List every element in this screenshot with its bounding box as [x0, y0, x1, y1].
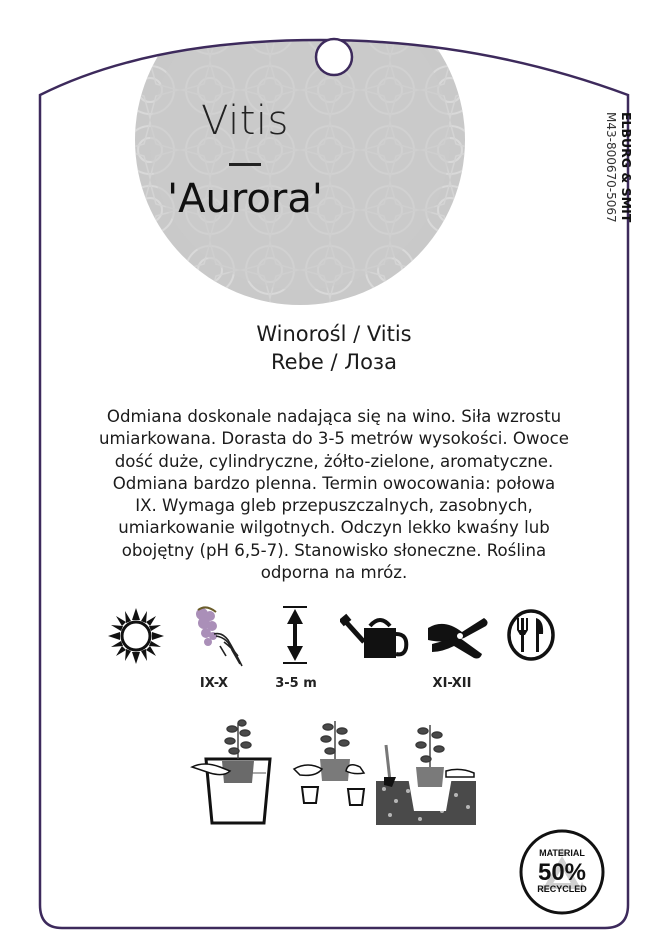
brand-text: ELBURG & SMIT [619, 112, 634, 223]
edible-cutlery-icon [506, 608, 556, 662]
description-line: IX. Wymaga gleb przepuszczalnych, zasobnych, [135, 496, 533, 516]
fruit-harvest-icon [186, 606, 246, 668]
description-line: odporna na mróz. [260, 563, 408, 583]
hang-hole [316, 39, 352, 75]
planting-steps-illustration [190, 715, 480, 830]
step-2-unpot-icon [294, 721, 364, 805]
genus-name: Vitis [201, 98, 289, 144]
title-divider [229, 163, 261, 166]
description-line: dość duże, cylindryczne, żółto-zielone, aromatyczne. [114, 451, 554, 471]
pruning-shears-icon [424, 614, 490, 660]
description-line: obojętny (pH 6,5-7). Stanowisko słoneczne. Roślina [121, 540, 547, 560]
step-1-soak-icon [192, 720, 270, 823]
description [66, 406, 602, 584]
height-label: 3-5 m [275, 676, 317, 691]
recycled-material-badge [518, 828, 606, 916]
badge-percent: 50% [537, 859, 587, 886]
description-line: Odmiana bardzo plenna. Termin owocowania: połowa [112, 473, 556, 493]
step-3-plant-icon [376, 725, 476, 825]
description-line: umiarkowanie wilgotnych. Odczyn lekko kwaśny lub [118, 518, 550, 538]
common-names [150, 320, 518, 376]
description-line: umiarkowana. Dorasta do 3-5 metrów wysokości. Owoce [98, 429, 570, 449]
badge-top-text: MATERIAL [539, 848, 585, 858]
description-line: Odmiana doskonale nadająca się na wino. Siła wzrostu [106, 407, 562, 426]
product-code: M43-800670-5067 [604, 112, 618, 223]
care-icons-row [0, 600, 668, 700]
watering-can-icon [340, 612, 410, 660]
height-arrow-icon [283, 606, 307, 664]
common-name-line-1: Winorośl / Vitis [256, 322, 412, 346]
common-name-line-2: Rebe / Лоза [271, 350, 397, 374]
pruning-period-label: XI-XII [432, 676, 472, 691]
vertical-brand-block [606, 112, 634, 262]
harvest-period-label: IX-X [199, 676, 229, 691]
badge-bottom-text: RECYCLED [537, 884, 587, 894]
cultivar-name: 'Aurora' [167, 176, 323, 222]
full-sun-icon [108, 608, 164, 664]
